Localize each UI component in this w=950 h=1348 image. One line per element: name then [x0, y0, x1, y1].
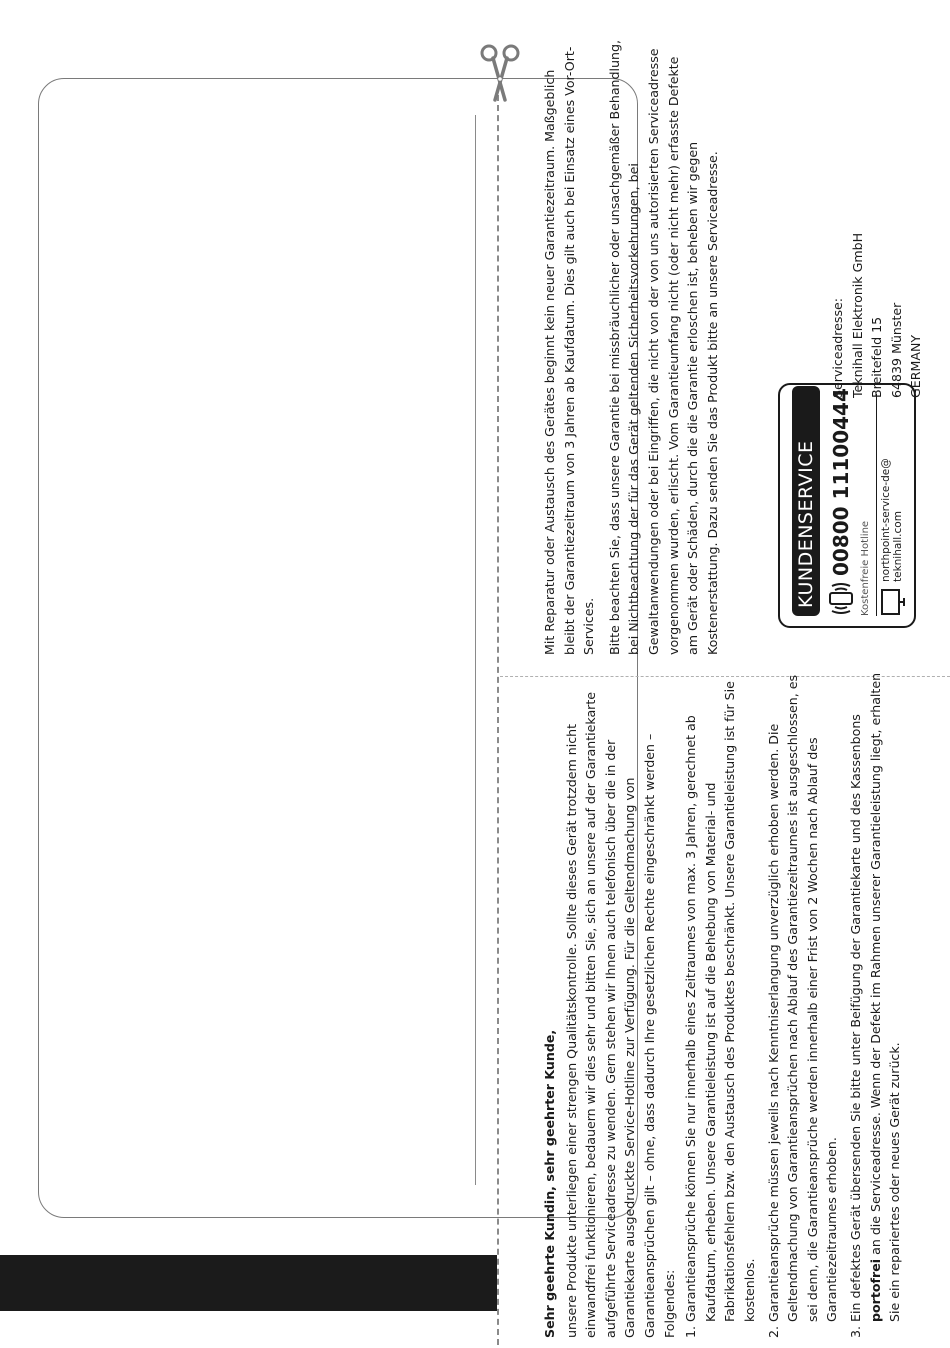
term-item-3-text-a: Ein defektes Gerät übersenden Sie bitte unter Beifügung der Garantiekarte und des Kassenbons [847, 714, 863, 1322]
term-item-1: 1. Garantieansprüche können Sie nur innerhalb eines Zeitraumes von max. 3 Jahren, gerechnet ab Kaufdatum, erheben. Unsere Garantieleistung ist auf die Behebung von Material- und Fabrikationsfehlern bzw. den Austausch des Produktes beschränkt. Unsere Garantieleistung ist für Sie kostenlos. [681, 670, 759, 1322]
warranty-terms-column [540, 670, 909, 1338]
cut-line-vertical [497, 95, 499, 1345]
address-city: 64839 Münster [888, 302, 904, 398]
terms-list [681, 670, 905, 1338]
scissors-icon [478, 42, 522, 102]
warranty-notes-column [540, 35, 724, 655]
hotline-label: Kostenfreie Hotline [860, 520, 871, 616]
term-item-2: 2. Garantieansprüche müssen jeweils nach Kenntniserlangung unverzüglich erhoben werden. Die Geltendmachung von Garantieansprüchen nach Ablauf des Garantiezeitraumes ist ausgeschlossen, es sei denn, die Garantieansprüche werden innerhalb einer Frist von 2 Wochen nach Ablauf des Garantiezeitraumes erhoben. [764, 670, 842, 1322]
service-email: northpoint-service-de@ teknihall.com [880, 458, 904, 582]
address-label: Serviceadresse: [830, 297, 845, 398]
card-signature-line [475, 115, 476, 1185]
address-country: GERMANY [908, 334, 924, 398]
term-item-3-text-b: an die Serviceadresse. Wenn der Defekt im Rahmen unserer Garantieleistung liegt, erhalten Sie ein repariertes oder neues Gerät zurück. [867, 672, 903, 1322]
phone-icon [828, 582, 854, 616]
service-phone-row [826, 388, 856, 616]
service-divider [876, 394, 877, 616]
address-street: Breitefeld 15 [869, 316, 885, 398]
service-box-wrapper [778, 383, 916, 628]
greeting: Sehr geehrte Kundin, sehr geehrter Kunde, [542, 1029, 557, 1338]
black-bar [0, 1255, 497, 1311]
kundenservice-box [778, 383, 916, 628]
notes-paragraph-2: Bitte beachten Sie, dass unsere Garantie bei missbräuchlicher oder unsachgemäßer Behandlung, bei Nichtbeachtung der für das Gerät geltenden Sicherheitsvorkehrungen, bei Gewaltanwendungen oder bei Eingriffen, die nicht von der von uns autorisierten Serviceadresse vorgenommen wurden, erlischt. Vom Garantieumfang nicht (oder nicht mehr) erfasste Defekte am Gerät oder Schäden, durch die die Garantie erloschen ist, beheben wir gegen Kostenerstattung. Dazu senden Sie das Produkt bitte an unsere Serviceadresse. [606, 40, 720, 655]
service-title: KUNDENSERVICE [792, 386, 820, 616]
intro-paragraph: unsere Produkte unterliegen einer strengen Qualitätskontrolle. Sollte dieses Gerät trotzdem nicht einwandfrei funktionieren, bedauern wir dies sehr und bitten Sie, sich an unsere auf der Garantiekarte aufgeführte Serviceadresse zu wenden. Gern stehen wir Ihnen auch telefonisch über die in der Garantiekarte ausgedruckte Service-Hotline zur Verfügung. Für die Geltendmachung von Garantieansprüchen gilt – ohne, dass dadurch Ihre gesetzlichen Rechte eingeschränkt werden – Folgendes: [563, 691, 677, 1338]
term-item-3 [846, 670, 905, 1322]
address-company: Teknihall Elektronik GmbH [849, 232, 865, 398]
service-email-row [880, 458, 906, 616]
term-item-3-bold: portofrei [867, 1258, 883, 1322]
service-phone-number: 00800 11100444 [829, 388, 853, 576]
notes-paragraph-1: Mit Reparatur oder Austausch des Gerätes beginnt kein neuer Garantiezeitraum. Maßgeblich bleibt der Garantiezeitraum von 3 Jahren ab Kaufdatum. Dies gilt auch bei Einsatz eines Vor-Ort-Services. [542, 46, 597, 655]
service-address [828, 168, 926, 398]
computer-icon [880, 588, 906, 616]
